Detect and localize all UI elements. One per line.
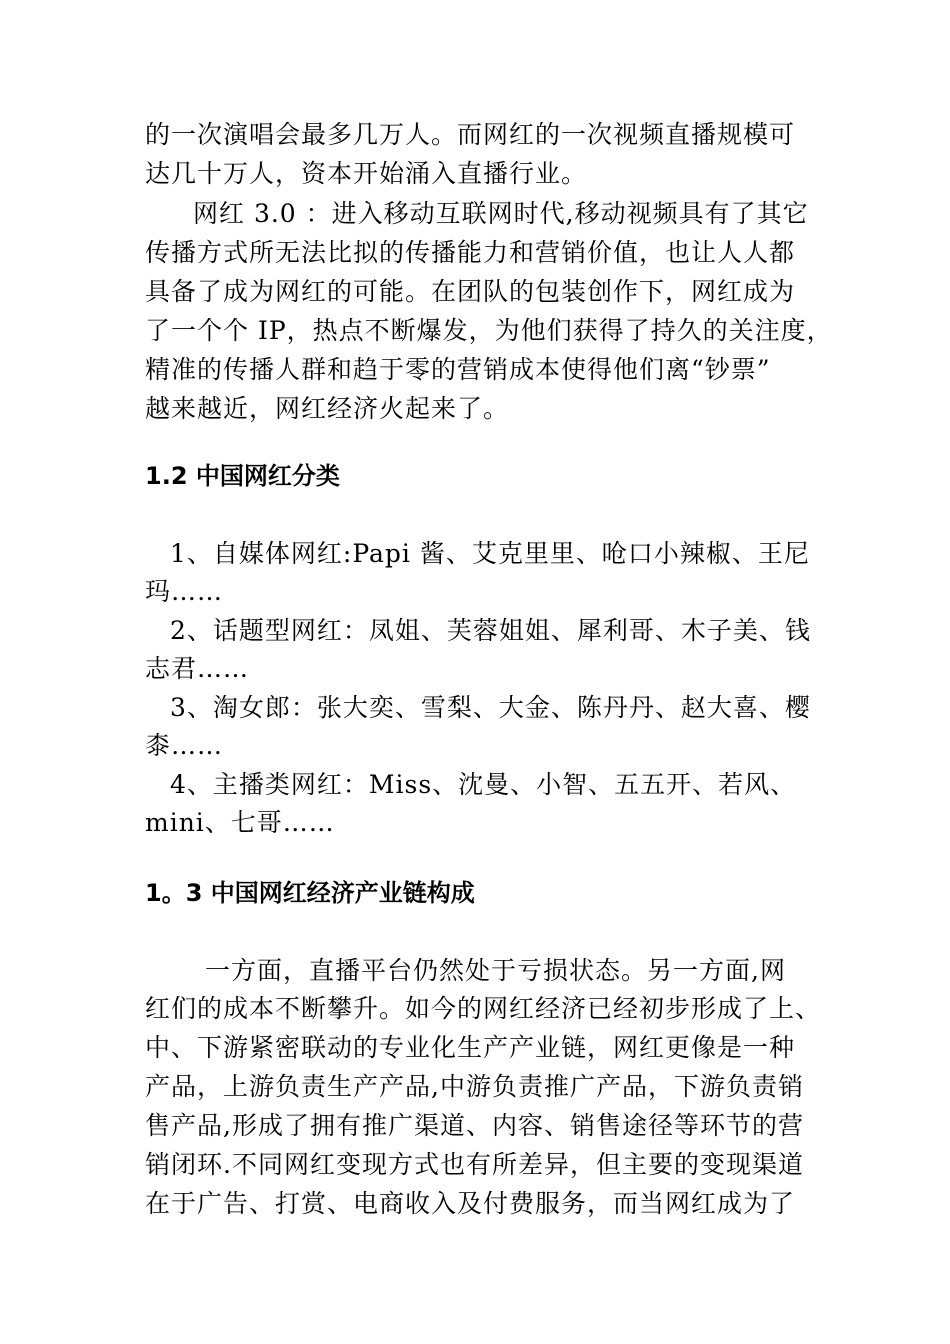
list-item-continuation: mini、七哥…… [145,808,335,837]
body-text-line: 产品，上游负责生产产品,中游负责推广产品，下游负责销 [145,1072,804,1101]
list-item-continuation: 桼…… [145,731,224,760]
list-item: 3、淘女郎：张大奕、雪梨、大金、陈丹丹、赵大喜、樱 [170,693,811,722]
list-item: 1、自媒体网红:Papi 酱、艾克里里、呛口小辣椒、王尼 [170,539,810,568]
body-text-line: 越来越近，网红经济火起来了。 [145,394,510,423]
body-text-line: 在于广告、打赏、电商收入及付费服务，而当网红成为了 [145,1189,796,1218]
list-item-continuation: 玛…… [145,577,224,606]
body-text-line: 中、下游紧密联动的专业化生产产业链，网红更像是一种 [145,1033,796,1062]
body-text-line: 精准的传播人群和趋于零的营销成本使得他们离“钞票” [145,355,771,384]
body-text-line: 具备了成为网红的可能。在团队的包装创作下，网红成为 [145,277,796,306]
body-text-line: 红们的成本不断攀升。如今的网红经济已经初步形成了上、 [145,994,822,1023]
list-item-continuation: 志君…… [145,654,250,683]
body-text-line: 的一次演唱会最多几万人。而网红的一次视频直播规模可 [145,120,796,149]
list-item: 4、主播类网红：Miss、沈曼、小智、五五开、若风、 [170,770,797,799]
body-text-line: 售产品,形成了拥有推广渠道、内容、销售途径等环节的营 [145,1111,804,1140]
body-text-line: 网红 3.0 ：进入移动互联网时代,移动视频具有了其它 [193,199,809,228]
body-text-line: 达几十万人，资本开始涌入直播行业。 [145,159,588,188]
body-text-line: 传播方式所无法比拟的传播能力和营销价值，也让人人都 [145,238,796,267]
body-text-line: 销闭环.不同网红变现方式也有所差异，但主要的变现渠道 [145,1150,804,1179]
body-text-line: 了一个个 IP，热点不断爆发，为他们获得了持久的关注度， [145,316,833,345]
section-heading: 1.2 中国网红分类 [145,462,340,490]
list-item: 2、话题型网红：凤姐、芙蓉姐姐、犀利哥、木子美、钱 [170,616,811,645]
section-heading: 1。3 中国网红经济产业链构成 [145,879,475,907]
body-text-line: 一方面，直播平台仍然处于亏损状态。另一方面,网 [205,956,786,985]
